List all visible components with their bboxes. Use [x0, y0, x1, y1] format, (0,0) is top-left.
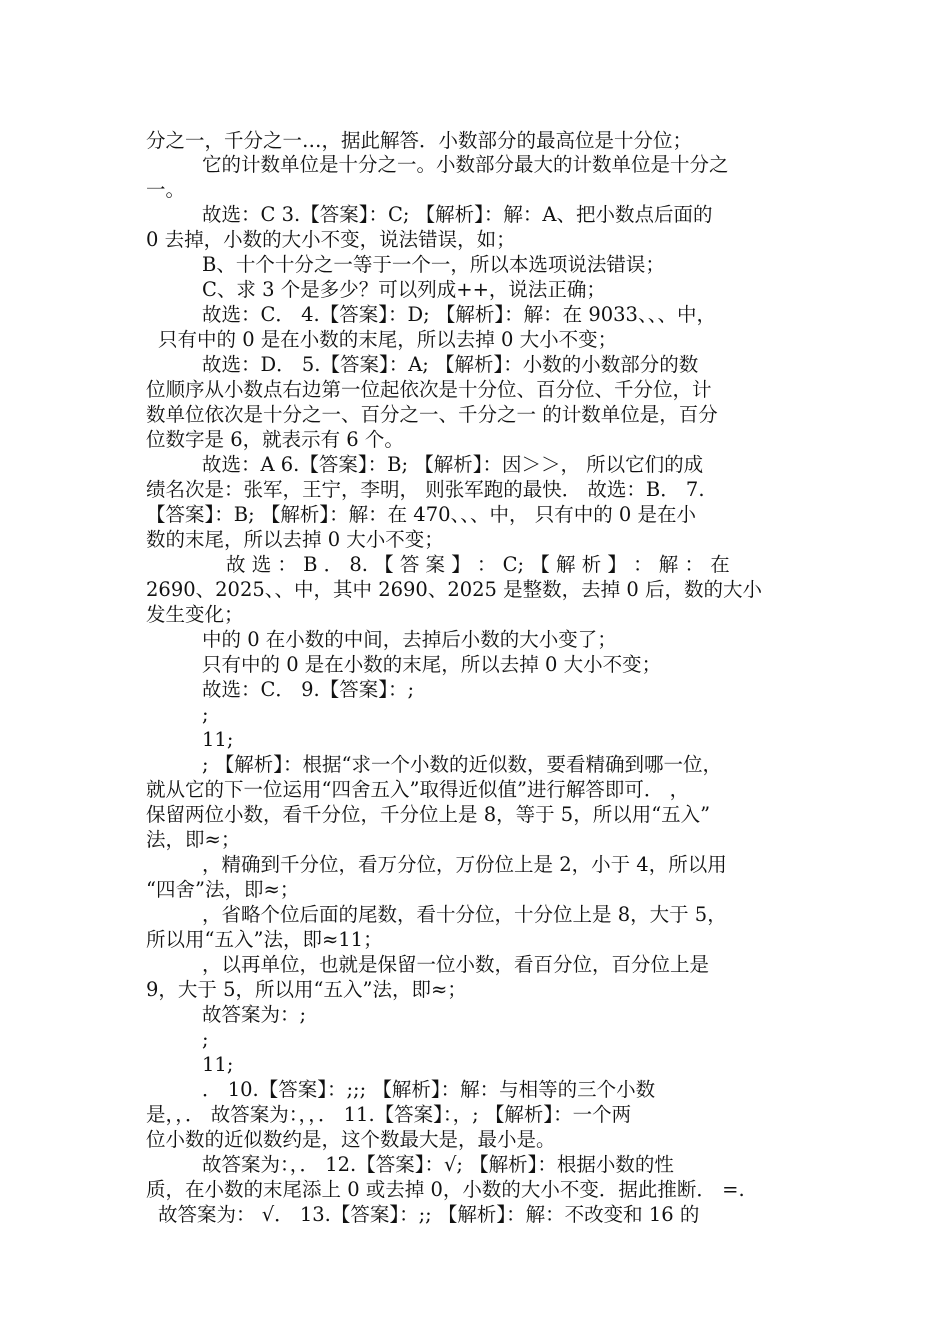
- text-line-4: 故选：C 3.【答案】：C; 【解析】：解：A、把小数点后面的: [202, 203, 713, 226]
- text-line-27: 就从它的下一位运用“四舍五入”取得近似值”进行解答即可． ，: [146, 778, 690, 801]
- text-line-19: 2690、2025、、中，其中 2690、2025 是整数，去掉 0 后，数的大小: [146, 578, 762, 601]
- text-line-38: 11;: [202, 1053, 234, 1076]
- text-line-39: ． 10.【答案】：;;; 【解析】：解：与相等的三个小数: [202, 1078, 656, 1101]
- text-line-30: ，精确到千分位，看万分位，万份位上是 2，小于 4，所以用: [202, 853, 727, 876]
- text-line-6: B、十个十分之一等于一个一，所以本选项说法错误；: [202, 253, 665, 276]
- text-line-13: 位数字是 6，就表示有 6 个。: [146, 428, 404, 451]
- text-line-7: C、求 3 个是多少？可以列成++，说法正确；: [202, 278, 606, 301]
- text-line-2: 它的计数单位是十分之一。小数部分最大的计数单位是十分之: [202, 153, 729, 176]
- text-line-8: 故选：C． 4.【答案】：D; 【解析】：解：在 9033、、、中，: [202, 303, 716, 326]
- text-line-5: 0 去掉，小数的大小不变，说法错误，如；: [146, 228, 516, 251]
- text-line-28: 保留两位小数，看千分位，千分位上是 8，等于 5，所以用“五入”: [146, 803, 711, 826]
- text-line-18: 故 选 ： B ． 8. 【 答 案 】 ： C; 【 解 析 】 ： 解 ： 在: [226, 553, 730, 576]
- text-line-22: 只有中的 0 是在小数的末尾，所以去掉 0 大小不变；: [202, 653, 662, 676]
- text-line-37: ;: [202, 1028, 209, 1051]
- text-line-9: 只有中的 0 是在小数的末尾，所以去掉 0 大小不变；: [158, 328, 618, 351]
- text-line-12: 数单位依次是十分之一、百分之一、千分之一 的计数单位是，百分: [146, 403, 718, 426]
- text-line-31: “四舍”法，即≈；: [146, 878, 300, 901]
- text-line-10: 故选：D． 5.【答案】：A; 【解析】：小数的小数部分的数: [202, 353, 699, 376]
- text-line-44: 故答案为： √． 13.【答案】：;; 【解析】：解：不改变和 16 的: [158, 1203, 700, 1226]
- text-line-36: 故答案为：;: [202, 1003, 307, 1026]
- text-line-42: 故答案为：，． 12.【答案】：√; 【解析】：根据小数的性: [202, 1153, 674, 1176]
- text-line-3: 一。: [146, 178, 186, 201]
- text-line-11: 位顺序从小数点右边第一位起依次是十分位、百分位、千分位，计: [146, 378, 712, 401]
- text-line-34: ，以再单位，也就是保留一位小数，看百分位，百分位上是: [202, 953, 710, 976]
- text-line-40: 是，，． 故答案为：，，． 11.【答案】：，; 【解析】：一个两: [146, 1103, 632, 1126]
- text-line-32: ，省略个位后面的尾数，看十分位，十分位上是 8，大于 5，: [202, 903, 727, 926]
- text-line-15: 绩名次是：张军，王宁，李明， 则张军跑的最快． 故选：B． 7.: [146, 478, 705, 501]
- text-line-14: 故选：A 6.【答案】：B; 【解析】：因＞＞， 所以它们的成: [202, 453, 704, 476]
- text-line-33: 所以用“五入”法，即≈11；: [146, 928, 383, 951]
- text-line-23: 故选：C． 9.【答案】：;: [202, 678, 415, 701]
- text-line-29: 法，即≈；: [146, 828, 241, 851]
- text-line-21: 中的 0 在小数的中间，去掉后小数的大小变了；: [202, 628, 617, 651]
- text-line-17: 数的末尾，所以去掉 0 大小不变；: [146, 528, 444, 551]
- text-line-41: 位小数的近似数约是，这个数最大是，最小是。: [146, 1128, 556, 1151]
- text-line-16: 【答案】：B; 【解析】：解：在 470、、、中， 只有中的 0 是在小: [146, 503, 697, 526]
- text-line-1: 分之一，千分之一…，据此解答．小数部分的最高位是十分位；: [146, 129, 693, 152]
- text-line-43: 质，在小数的末尾添上 0 或去掉 0，小数的大小不变．据此推断． =.: [146, 1178, 745, 1201]
- text-line-24: ;: [202, 703, 209, 726]
- text-line-25: 11;: [202, 728, 234, 751]
- text-line-20: 发生变化；: [146, 603, 244, 626]
- text-line-35: 9，大于 5，所以用“五入”法，即≈；: [146, 978, 467, 1001]
- text-line-26: ; 【解析】：根据“求一个小数的近似数，要看精确到哪一位，: [202, 753, 722, 776]
